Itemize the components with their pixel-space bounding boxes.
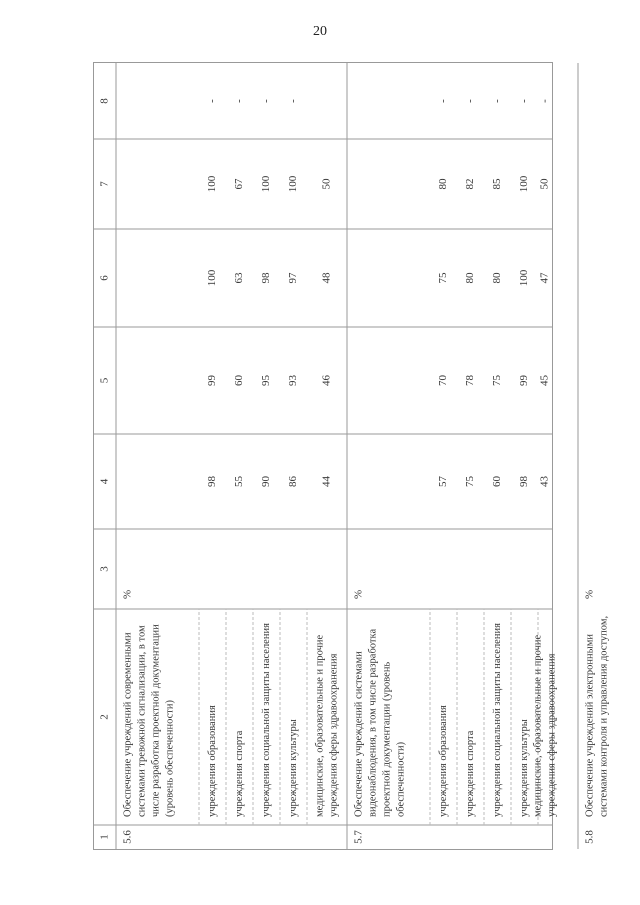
- value-c7: 100: [518, 175, 531, 193]
- section-number: 5.6: [121, 830, 134, 844]
- section-title-line: системами контроля и управления доступом,: [598, 615, 610, 817]
- value-c6: 98: [260, 272, 273, 284]
- row-label: учреждения образования: [437, 705, 449, 817]
- value-c4: 60: [491, 476, 504, 487]
- value-c7: 100: [206, 175, 219, 193]
- value-c6: 100: [518, 269, 531, 287]
- section-title-line: Обеспечение учреждений электронными: [584, 634, 596, 817]
- row-label: учреждения социальной защиты населения: [491, 623, 503, 817]
- table-svg: [94, 63, 610, 849]
- value-c5: 78: [464, 375, 477, 386]
- row-label: учреждения спорта: [233, 730, 245, 817]
- value-c6: 75: [437, 272, 450, 284]
- value-c7: 80: [437, 178, 450, 190]
- header-col-6: 6: [98, 275, 111, 281]
- value-c7: 50: [320, 178, 333, 190]
- value-c7: 100: [260, 175, 273, 193]
- section-title-line: числе разработка проектной документации: [150, 624, 162, 817]
- row-label: учреждения спорта: [464, 730, 476, 817]
- value-c4: 57: [437, 476, 450, 487]
- value-c4: 43: [538, 476, 551, 487]
- page-number: 20: [313, 24, 327, 39]
- header-col-1: 1: [98, 834, 111, 840]
- value-c8: -: [491, 99, 504, 103]
- header-col-8: 8: [98, 98, 111, 104]
- row-label: медицинские, образовательные и прочие: [314, 634, 326, 817]
- value-c8: -: [260, 99, 273, 103]
- value-c8: -: [233, 99, 246, 103]
- header-col-2: 2: [98, 714, 111, 720]
- value-c5: 70: [437, 375, 450, 386]
- value-c5: 46: [320, 375, 333, 386]
- value-c6: 63: [233, 272, 246, 284]
- value-c7: 50: [538, 178, 551, 190]
- value-c5: 99: [518, 375, 531, 386]
- section-title-line: Обеспечение учреждений системами: [353, 651, 365, 817]
- row-label: учреждения культуры: [287, 719, 299, 817]
- value-c6: 80: [491, 272, 504, 284]
- value-c4: 90: [260, 476, 273, 487]
- value-c5: 95: [260, 375, 273, 386]
- value-c4: 55: [233, 476, 246, 487]
- value-c6: 47: [538, 272, 551, 284]
- value-c6: 100: [206, 269, 219, 287]
- value-c7: 82: [464, 178, 477, 190]
- value-c5: 99: [206, 375, 219, 386]
- section-number: 5.7: [352, 830, 365, 844]
- unit-label: %: [352, 589, 365, 599]
- unit-label: %: [121, 589, 134, 599]
- row-label: медицинские, образовательные и прочие: [532, 634, 544, 817]
- value-c4: 44: [320, 476, 333, 487]
- value-c5: 75: [491, 375, 504, 386]
- value-c8: -: [518, 99, 531, 103]
- value-c7: 100: [287, 175, 300, 193]
- value-c4: 98: [206, 476, 219, 487]
- row-label: учреждения образования: [206, 705, 218, 817]
- value-c8: -: [437, 99, 450, 103]
- header-col-7: 7: [98, 181, 111, 187]
- value-c6: 80: [464, 272, 477, 284]
- section-title-line: (уровень обеспеченности): [164, 700, 176, 817]
- value-c8: -: [538, 99, 551, 103]
- section-title-line: видеонаблюдения, в том числе разработка: [367, 628, 379, 817]
- value-c6: 97: [287, 272, 300, 284]
- header-col-3: 3: [98, 566, 111, 572]
- value-c5: 60: [233, 375, 246, 386]
- value-c7: 85: [491, 178, 504, 190]
- header-col-5: 5: [98, 377, 111, 384]
- value-c8: -: [464, 99, 477, 103]
- value-c5: 93: [287, 375, 300, 386]
- value-c8: -: [206, 99, 219, 103]
- section-number: 5.8: [583, 830, 596, 844]
- row-label: учреждения социальной защиты населения: [260, 623, 272, 817]
- value-c4: 86: [287, 476, 300, 487]
- row-label: учреждения сферы здравоохранения: [328, 653, 340, 817]
- value-c4: 75: [464, 476, 477, 487]
- unit-label: %: [583, 589, 596, 599]
- section-title-line: проектной документации (уровень: [381, 661, 393, 817]
- row-label: учреждения сферы здравоохранения: [546, 653, 558, 817]
- value-c5: 45: [538, 375, 551, 386]
- section-title-line: обеспеченности): [395, 741, 407, 817]
- value-c4: 98: [518, 476, 531, 487]
- row-label: учреждения культуры: [518, 719, 530, 817]
- value-c7: 67: [233, 178, 246, 190]
- section-title-line: системами тревожной сигнализации, в том: [136, 625, 148, 817]
- value-c6: 48: [320, 272, 333, 284]
- value-c8: -: [287, 99, 300, 103]
- section-title-line: Обеспечение учреждений современными: [122, 632, 134, 817]
- rotated-table: [93, 62, 610, 850]
- header-col-4: 4: [98, 478, 111, 485]
